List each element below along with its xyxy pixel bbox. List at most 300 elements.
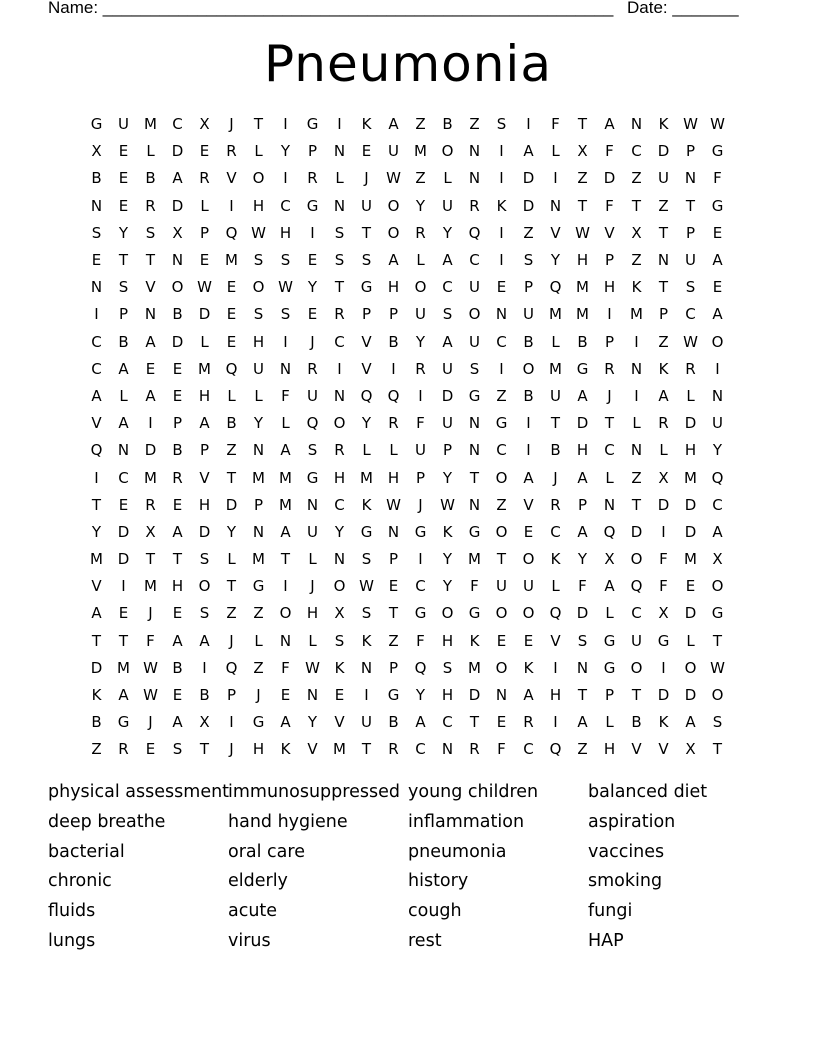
grid-letter: C bbox=[334, 332, 345, 351]
grid-letter: Q bbox=[225, 223, 238, 242]
grid-letter: S bbox=[280, 305, 291, 324]
grid-letter: P bbox=[685, 223, 696, 242]
grid-letter: T bbox=[658, 278, 669, 297]
grid-letter: X bbox=[577, 142, 588, 161]
grid-letter: R bbox=[658, 414, 669, 433]
grid-letter: X bbox=[658, 604, 669, 623]
grid-letter: T bbox=[226, 468, 237, 487]
grid-letter: E bbox=[118, 196, 129, 215]
grid-letter: Z bbox=[253, 658, 264, 677]
word-list-item: oral care bbox=[228, 841, 305, 862]
grid-letter: T bbox=[172, 550, 183, 569]
grid-letter: E bbox=[496, 631, 507, 650]
grid-letter: F bbox=[416, 631, 425, 650]
grid-letter: T bbox=[145, 251, 156, 270]
grid-letter: O bbox=[252, 169, 265, 188]
grid-letter: D bbox=[684, 522, 697, 541]
grid-letter: S bbox=[280, 251, 291, 270]
grid-letter: R bbox=[415, 359, 426, 378]
grid-letter: O bbox=[198, 577, 211, 596]
grid-letter: H bbox=[441, 686, 454, 705]
grid-letter: D bbox=[117, 522, 130, 541]
grid-letter: N bbox=[630, 115, 643, 134]
grid-letter: M bbox=[684, 468, 697, 487]
grid-letter: N bbox=[630, 441, 643, 460]
grid-letter: N bbox=[333, 142, 346, 161]
grid-letter: S bbox=[334, 631, 345, 650]
grid-letter: M bbox=[279, 468, 292, 487]
grid-letter: U bbox=[415, 305, 426, 324]
grid-letter: G bbox=[360, 278, 373, 297]
grid-letter: Z bbox=[469, 115, 480, 134]
grid-letter: N bbox=[144, 305, 157, 324]
grid-letter: E bbox=[523, 631, 534, 650]
grid-row bbox=[83, 709, 731, 736]
grid-letter: I bbox=[202, 658, 207, 677]
grid-letter: I bbox=[526, 414, 531, 433]
grid-letter: L bbox=[308, 631, 317, 650]
grid-letter: R bbox=[550, 495, 561, 514]
grid-letter: G bbox=[387, 686, 400, 705]
grid-letter: L bbox=[605, 468, 614, 487]
grid-letter: Z bbox=[577, 740, 588, 759]
grid-letter: A bbox=[442, 332, 453, 351]
grid-row bbox=[83, 247, 731, 274]
grid-letter: X bbox=[712, 550, 723, 569]
grid-letter: T bbox=[577, 115, 588, 134]
date-field-label: Date: _______ bbox=[627, 0, 739, 17]
grid-letter: J bbox=[229, 115, 234, 134]
grid-letter: K bbox=[658, 359, 669, 378]
word-list-item: fluids bbox=[48, 901, 96, 922]
grid-letter: M bbox=[549, 305, 562, 324]
grid-letter: M bbox=[117, 658, 130, 677]
grid-letter: N bbox=[252, 441, 265, 460]
grid-letter: C bbox=[685, 305, 696, 324]
grid-letter: K bbox=[361, 495, 372, 514]
grid-letter: E bbox=[172, 495, 183, 514]
grid-letter: V bbox=[523, 495, 534, 514]
grid-letter: D bbox=[198, 305, 211, 324]
grid-row bbox=[83, 492, 731, 519]
grid-letter: R bbox=[145, 196, 156, 215]
grid-letter: F bbox=[281, 386, 290, 405]
grid-letter: G bbox=[306, 468, 319, 487]
grid-letter: O bbox=[495, 468, 508, 487]
grid-letter: P bbox=[685, 142, 696, 161]
grid-letter: H bbox=[684, 441, 697, 460]
grid-letter: O bbox=[522, 359, 535, 378]
grid-letter: O bbox=[387, 196, 400, 215]
grid-letter: S bbox=[334, 223, 345, 242]
grid-row bbox=[83, 329, 731, 356]
letter-grid bbox=[83, 111, 731, 764]
grid-letter: Y bbox=[442, 577, 453, 596]
grid-letter: O bbox=[495, 604, 508, 623]
grid-letter: U bbox=[361, 713, 372, 732]
grid-letter: H bbox=[576, 441, 589, 460]
word-list-item: smoking bbox=[588, 871, 663, 892]
grid-letter: C bbox=[415, 577, 426, 596]
grid-letter: M bbox=[144, 468, 157, 487]
grid-letter: Z bbox=[226, 604, 237, 623]
grid-letter: I bbox=[526, 115, 531, 134]
grid-letter: E bbox=[361, 142, 372, 161]
grid-letter: E bbox=[496, 278, 507, 297]
grid-letter: A bbox=[172, 169, 183, 188]
grid-letter: H bbox=[549, 686, 562, 705]
grid-letter: O bbox=[171, 278, 184, 297]
grid-letter: S bbox=[253, 251, 264, 270]
grid-letter: G bbox=[468, 522, 481, 541]
grid-row bbox=[83, 437, 731, 464]
grid-letter: G bbox=[657, 631, 670, 650]
grid-letter: L bbox=[686, 386, 695, 405]
grid-letter: J bbox=[607, 386, 612, 405]
grid-letter: E bbox=[172, 686, 183, 705]
word-list-item: lungs bbox=[48, 930, 96, 951]
grid-letter: X bbox=[334, 604, 345, 623]
grid-letter: E bbox=[388, 577, 399, 596]
grid-letter: P bbox=[253, 495, 264, 514]
grid-letter: Z bbox=[631, 468, 642, 487]
grid-letter: B bbox=[172, 658, 183, 677]
grid-letter: D bbox=[684, 686, 697, 705]
word-list-item: young children bbox=[408, 782, 539, 802]
word-list-item: balanced diet bbox=[588, 782, 708, 802]
grid-letter: V bbox=[199, 468, 210, 487]
grid-letter: V bbox=[658, 740, 669, 759]
grid-letter: R bbox=[199, 169, 210, 188]
grid-letter: I bbox=[283, 115, 288, 134]
word-list-item: pneumonia bbox=[408, 841, 507, 862]
grid-row bbox=[83, 356, 731, 383]
grid-letter: J bbox=[418, 495, 423, 514]
grid-letter: N bbox=[90, 196, 103, 215]
grid-letter: U bbox=[631, 631, 642, 650]
grid-letter: K bbox=[361, 115, 372, 134]
grid-letter: Y bbox=[280, 142, 291, 161]
grid-letter: S bbox=[361, 604, 372, 623]
word-list-item: aspiration bbox=[588, 811, 676, 832]
grid-row bbox=[83, 682, 731, 709]
grid-letter: Q bbox=[549, 278, 562, 297]
grid-row bbox=[83, 138, 731, 165]
grid-row bbox=[83, 301, 731, 328]
grid-letter: O bbox=[468, 305, 481, 324]
grid-letter: Q bbox=[225, 658, 238, 677]
grid-letter: L bbox=[227, 550, 236, 569]
grid-letter: W bbox=[143, 658, 158, 677]
grid-letter: R bbox=[145, 495, 156, 514]
grid-letter: T bbox=[145, 550, 156, 569]
grid-letter: P bbox=[307, 142, 318, 161]
grid-letter: P bbox=[577, 495, 588, 514]
word-list-item: virus bbox=[228, 930, 271, 951]
grid-letter: R bbox=[388, 740, 399, 759]
grid-letter: E bbox=[118, 169, 129, 188]
grid-letter: W bbox=[359, 577, 374, 596]
grid-letter: C bbox=[631, 142, 642, 161]
grid-letter: E bbox=[172, 386, 183, 405]
grid-row bbox=[83, 546, 731, 573]
grid-letter: I bbox=[148, 414, 153, 433]
grid-letter: K bbox=[523, 658, 534, 677]
grid-letter: D bbox=[657, 142, 670, 161]
grid-letter: N bbox=[333, 386, 346, 405]
grid-letter: W bbox=[386, 169, 401, 188]
grid-letter: N bbox=[441, 740, 454, 759]
grid-letter: H bbox=[252, 332, 265, 351]
grid-letter: H bbox=[252, 196, 265, 215]
grid-letter: G bbox=[306, 196, 319, 215]
grid-letter: P bbox=[199, 223, 210, 242]
word-list-item: fungi bbox=[588, 901, 633, 922]
grid-letter: H bbox=[603, 278, 616, 297]
grid-letter: G bbox=[252, 577, 265, 596]
grid-letter: M bbox=[576, 305, 589, 324]
grid-letter: E bbox=[307, 251, 318, 270]
grid-letter: G bbox=[414, 522, 427, 541]
grid-letter: A bbox=[577, 713, 588, 732]
grid-letter: R bbox=[685, 359, 696, 378]
grid-letter: D bbox=[603, 169, 616, 188]
grid-letter: O bbox=[684, 658, 697, 677]
grid-letter: K bbox=[658, 115, 669, 134]
grid-letter: R bbox=[307, 359, 318, 378]
grid-letter: U bbox=[685, 251, 696, 270]
grid-letter: Y bbox=[712, 441, 723, 460]
grid-letter: C bbox=[442, 278, 453, 297]
grid-letter: O bbox=[333, 414, 346, 433]
grid-letter: U bbox=[496, 577, 507, 596]
word-list-item: vaccines bbox=[588, 841, 665, 862]
word-list-item: inflammation bbox=[408, 811, 525, 832]
word-list-item: bacterial bbox=[48, 841, 125, 862]
grid-letter: J bbox=[553, 468, 558, 487]
grid-letter: O bbox=[414, 278, 427, 297]
grid-letter: L bbox=[551, 142, 560, 161]
grid-row bbox=[83, 165, 731, 192]
grid-letter: D bbox=[684, 414, 697, 433]
grid-letter: B bbox=[172, 305, 183, 324]
word-list-item: hand hygiene bbox=[228, 811, 348, 832]
grid-letter: A bbox=[280, 522, 291, 541]
grid-letter: U bbox=[712, 414, 723, 433]
grid-letter: S bbox=[577, 631, 588, 650]
grid-letter: A bbox=[388, 251, 399, 270]
grid-letter: C bbox=[631, 604, 642, 623]
grid-letter: K bbox=[91, 686, 102, 705]
grid-letter: N bbox=[387, 522, 400, 541]
grid-letter: C bbox=[712, 495, 723, 514]
grid-letter: M bbox=[549, 359, 562, 378]
grid-letter: H bbox=[603, 740, 616, 759]
grid-letter: N bbox=[306, 686, 319, 705]
grid-letter: E bbox=[226, 305, 237, 324]
grid-letter: S bbox=[91, 223, 102, 242]
grid-letter: D bbox=[576, 414, 589, 433]
grid-letter: X bbox=[199, 115, 210, 134]
grid-letter: H bbox=[252, 740, 265, 759]
grid-letter: A bbox=[712, 305, 723, 324]
grid-letter: O bbox=[495, 522, 508, 541]
grid-letter: G bbox=[603, 631, 616, 650]
grid-letter: I bbox=[499, 169, 504, 188]
grid-letter: T bbox=[280, 550, 291, 569]
grid-letter: Y bbox=[415, 332, 426, 351]
grid-letter: O bbox=[495, 658, 508, 677]
grid-letter: L bbox=[308, 550, 317, 569]
grid-letter: E bbox=[118, 495, 129, 514]
grid-letter: G bbox=[468, 604, 481, 623]
grid-letter: Z bbox=[496, 386, 507, 405]
grid-letter: A bbox=[172, 522, 183, 541]
grid-letter: G bbox=[252, 713, 265, 732]
grid-letter: I bbox=[634, 332, 639, 351]
grid-letter: V bbox=[226, 169, 237, 188]
word-list-item: deep breathe bbox=[48, 811, 166, 832]
grid-letter: S bbox=[172, 740, 183, 759]
grid-letter: Z bbox=[577, 169, 588, 188]
grid-letter: J bbox=[310, 332, 315, 351]
grid-letter: G bbox=[360, 522, 373, 541]
grid-letter: A bbox=[523, 686, 534, 705]
grid-letter: D bbox=[468, 686, 481, 705]
grid-letter: N bbox=[576, 658, 589, 677]
grid-letter: M bbox=[90, 550, 103, 569]
grid-letter: A bbox=[442, 251, 453, 270]
grid-letter: U bbox=[118, 115, 129, 134]
grid-letter: I bbox=[607, 305, 612, 324]
grid-letter: Q bbox=[414, 658, 427, 677]
grid-letter: A bbox=[280, 713, 291, 732]
grid-letter: V bbox=[604, 223, 615, 242]
grid-letter: Z bbox=[226, 441, 237, 460]
word-list-item: history bbox=[408, 871, 469, 892]
grid-letter: X bbox=[604, 550, 615, 569]
grid-letter: Y bbox=[415, 196, 426, 215]
grid-letter: M bbox=[360, 468, 373, 487]
grid-letter: U bbox=[307, 522, 318, 541]
grid-letter: B bbox=[442, 115, 453, 134]
grid-letter: I bbox=[553, 658, 558, 677]
grid-letter: T bbox=[577, 196, 588, 215]
grid-letter: C bbox=[550, 522, 561, 541]
grid-letter: L bbox=[659, 441, 668, 460]
grid-letter: N bbox=[468, 495, 481, 514]
grid-letter: T bbox=[631, 495, 642, 514]
grid-letter: B bbox=[550, 441, 561, 460]
grid-letter: Y bbox=[226, 522, 237, 541]
grid-letter: U bbox=[442, 359, 453, 378]
grid-letter: R bbox=[307, 169, 318, 188]
grid-letter: A bbox=[118, 359, 129, 378]
grid-letter: L bbox=[254, 631, 263, 650]
grid-letter: Y bbox=[361, 414, 372, 433]
grid-letter: T bbox=[361, 223, 372, 242]
grid-letter: F bbox=[713, 169, 722, 188]
grid-letter: N bbox=[468, 441, 481, 460]
grid-letter: V bbox=[550, 631, 561, 650]
grid-letter: L bbox=[605, 713, 614, 732]
grid-letter: L bbox=[605, 604, 614, 623]
grid-letter: L bbox=[416, 251, 425, 270]
grid-row bbox=[83, 628, 731, 655]
grid-letter: C bbox=[469, 251, 480, 270]
grid-letter: P bbox=[604, 251, 615, 270]
grid-letter: M bbox=[468, 550, 481, 569]
grid-letter: V bbox=[631, 740, 642, 759]
grid-letter: Z bbox=[253, 604, 264, 623]
grid-letter: T bbox=[712, 631, 723, 650]
grid-letter: Y bbox=[118, 223, 129, 242]
grid-letter: B bbox=[226, 414, 237, 433]
grid-letter: Z bbox=[496, 495, 507, 514]
grid-row bbox=[83, 274, 731, 301]
grid-letter: N bbox=[657, 251, 670, 270]
grid-row bbox=[83, 736, 731, 763]
grid-letter: J bbox=[256, 686, 261, 705]
grid-letter: Y bbox=[334, 522, 345, 541]
grid-letter: Z bbox=[658, 332, 669, 351]
grid-letter: T bbox=[91, 631, 102, 650]
grid-letter: S bbox=[253, 305, 264, 324]
grid-letter: Q bbox=[306, 414, 319, 433]
grid-letter: J bbox=[229, 740, 234, 759]
grid-letter: I bbox=[364, 686, 369, 705]
grid-letter: W bbox=[710, 658, 725, 677]
grid-letter: L bbox=[686, 631, 695, 650]
grid-letter: S bbox=[334, 251, 345, 270]
grid-letter: W bbox=[386, 495, 401, 514]
grid-letter: S bbox=[469, 359, 480, 378]
grid-letter: C bbox=[91, 359, 102, 378]
grid-letter: C bbox=[523, 740, 534, 759]
grid-letter: B bbox=[145, 169, 156, 188]
grid-letter: G bbox=[711, 142, 724, 161]
grid-letter: H bbox=[387, 468, 400, 487]
grid-letter: Z bbox=[631, 251, 642, 270]
grid-letter: M bbox=[252, 468, 265, 487]
grid-letter: V bbox=[361, 359, 372, 378]
grid-letter: Q bbox=[549, 604, 562, 623]
grid-row bbox=[83, 655, 731, 682]
grid-letter: U bbox=[388, 142, 399, 161]
grid-letter: E bbox=[712, 278, 723, 297]
grid-letter: A bbox=[712, 522, 723, 541]
grid-letter: I bbox=[121, 577, 126, 596]
grid-letter: B bbox=[172, 441, 183, 460]
grid-letter: V bbox=[91, 414, 102, 433]
grid-letter: B bbox=[91, 713, 102, 732]
grid-letter: Y bbox=[91, 522, 102, 541]
grid-letter: U bbox=[442, 414, 453, 433]
grid-letter: Z bbox=[631, 169, 642, 188]
grid-letter: G bbox=[414, 604, 427, 623]
grid-letter: D bbox=[198, 522, 211, 541]
grid-letter: K bbox=[361, 631, 372, 650]
grid-letter: L bbox=[443, 169, 452, 188]
grid-letter: Y bbox=[442, 223, 453, 242]
grid-letter: L bbox=[227, 386, 236, 405]
grid-letter: I bbox=[715, 359, 720, 378]
grid-letter: A bbox=[145, 332, 156, 351]
grid-letter: O bbox=[522, 604, 535, 623]
grid-letter: A bbox=[388, 115, 399, 134]
grid-letter: Z bbox=[415, 115, 426, 134]
grid-letter: L bbox=[200, 332, 209, 351]
